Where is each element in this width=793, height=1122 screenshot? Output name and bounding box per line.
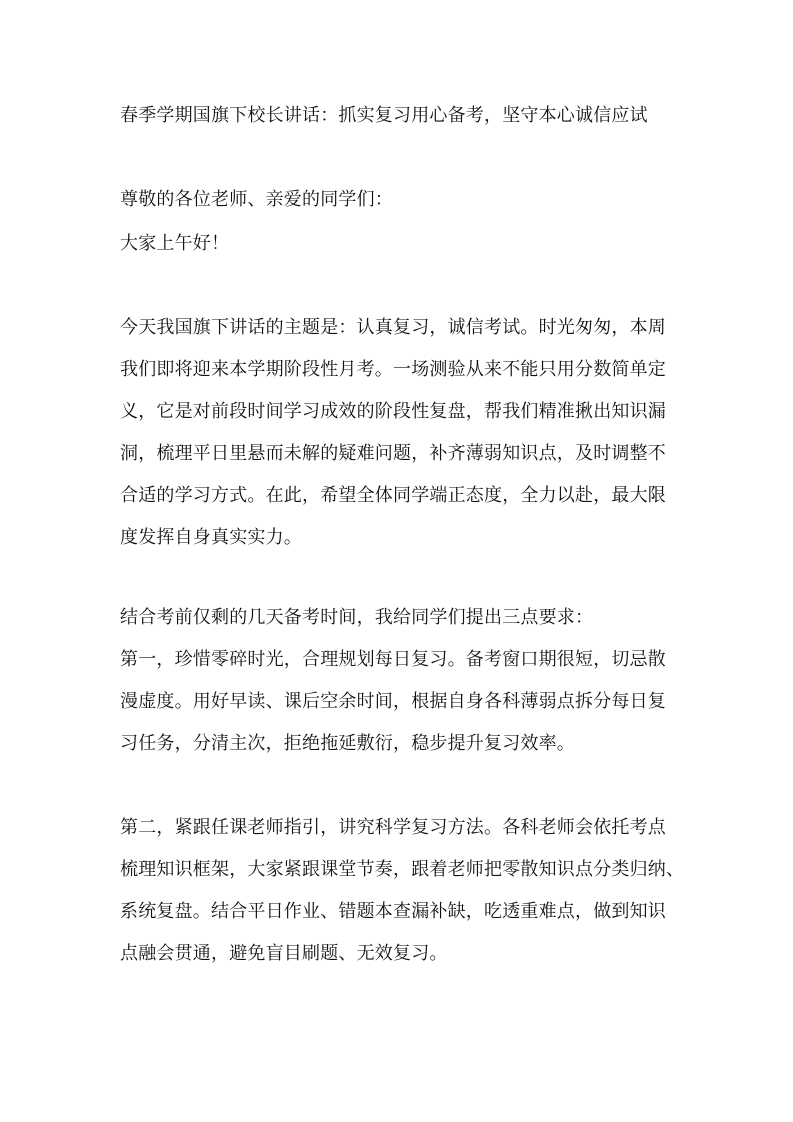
paragraph1-line: 今天我国旗下讲话的主题是：认真复习，诚信考试。时光匆匆，本周 [120,317,666,338]
point1-line: 漫虚度。用好早读、课后空余时间，根据自身各科薄弱点拆分每日复 [120,691,666,712]
point2-line: 点融会贯通，避免盲目刷题、无效复习。 [120,943,448,964]
paragraph1-line: 洞，梳理平日里悬而未解的疑难问题，补齐薄弱知识点，及时调整不 [120,443,666,464]
point1-line: 习任务，分清主次，拒绝拖延敷衍，稳步提升复习效率。 [120,733,575,754]
paragraph1-line: 义，它是对前段时间学习成效的阶段性复盘，帮我们精准揪出知识漏 [120,401,666,422]
point1-line: 第一，珍惜零碎时光，合理规划每日复习。备考窗口期很短，切忌散 [120,649,666,670]
salutation: 大家上午好！ [120,233,230,254]
requirements-intro: 结合考前仅剩的几天备考时间，我给同学们提出三点要求： [120,607,594,628]
paragraph1-line: 我们即将迎来本学期阶段性月考。一场测验从来不能只用分数简单定 [120,359,666,380]
point2-line: 系统复盘。结合平日作业、错题本查漏补缺，吃透重难点，做到知识 [120,901,666,922]
greeting: 尊敬的各位老师、亲爱的同学们： [120,189,393,210]
paragraph1-line: 度发挥自身真实实力。 [120,527,302,548]
document-title: 春季学期国旗下校长讲话：抓实复习用心备考，坚守本心诚信应试 [120,105,648,126]
paragraph1-line: 合适的学习方式。在此，希望全体同学端正态度，全力以赴，最大限 [120,485,666,506]
point2-line: 梳理知识框架，大家紧跟课堂节奏，跟着老师把零散知识点分类归纳、 [120,859,685,880]
point2-line: 第二，紧跟任课老师指引，讲究科学复习方法。各科老师会依托考点 [120,817,666,838]
